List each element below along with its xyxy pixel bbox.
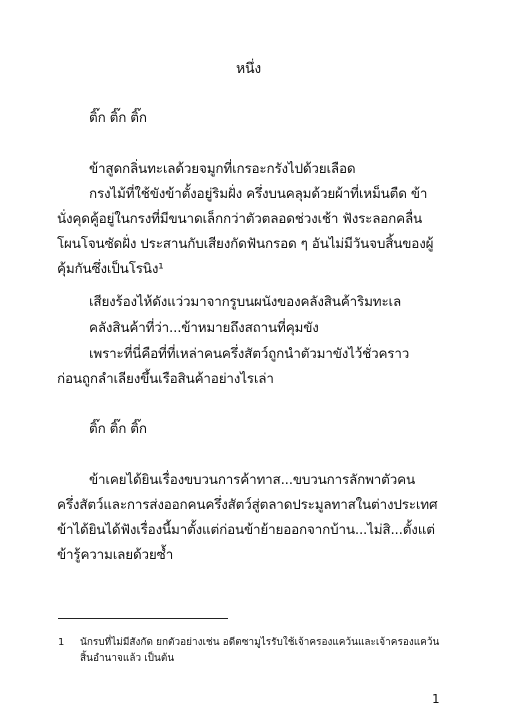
- paragraph-line: เพราะที่นี่คือที่ที่เหล่าคนครึ่งสัตว์ถูกนำตัวมาขังไว้ชั่วคราว: [89, 346, 410, 362]
- paragraph-line: ข้ารู้ความเลยด้วยซ้ำ: [57, 547, 174, 563]
- footnote-separator: [58, 618, 228, 619]
- footnote-line: สิ้นอำนาจแล้ว เป็นต้น: [80, 653, 175, 664]
- paragraph-line: ครึ่งสัตว์และการส่งออกคนครึ่งสัตว์สู่ตลาดประมูลทาสในต่างประเทศ: [57, 497, 438, 513]
- paragraph-line: นั่งคุดคู้อยู่ในกรงที่มีขนาดเล็กกว่าตัวตลอดช่วงเช้า ฟังระลอกคลื่น: [57, 211, 423, 227]
- paragraph-line: ข้าได้ยินได้ฟังเรื่องนี้มาตั้งแต่ก่อนข้าย้ายออกจากบ้าน...ไม่สิ...ตั้งแต่: [57, 522, 435, 538]
- tick-sound-line: ติ๊ก ติ๊ก ติ๊ก: [89, 110, 147, 126]
- paragraph-line: ข้าเคยได้ยินเรื่องขบวนการค้าทาส...ขบวนการลักพาตัวคน: [89, 472, 415, 488]
- paragraph-line: โผนโจนซัดฝั่ง ประสานกับเสียงกัดฟันกรอด ๆ อันไม่มีวันจบสิ้นของผู้: [57, 236, 434, 252]
- paragraph-line: คุ้มกันซึ่งเป็นโรนิง¹: [57, 261, 164, 277]
- footnote-line: นักรบที่ไม่มีสังกัด ยกตัวอย่างเช่น อดีตซามูไรรับใช้เจ้าครองแคว้นและเจ้าครองแคว้น: [80, 637, 440, 648]
- paragraph-line: คลังสินค้าที่ว่า...ข้าหมายถึงสถานที่คุมขัง: [89, 320, 319, 336]
- page-number: 1: [432, 692, 440, 706]
- tick-sound-line: ติ๊ก ติ๊ก ติ๊ก: [89, 421, 147, 437]
- footnote-marker: 1: [58, 637, 65, 648]
- paragraph-line: ก่อนถูกลำเลียงขึ้นเรือสินค้าอย่างไรเล่า: [57, 371, 274, 387]
- paragraph-line: ข้าสูดกลิ่นทะเลด้วยจมูกที่เกรอะกรังไปด้วยเลือด: [89, 161, 356, 177]
- paragraph-line: กรงไม้ที่ใช้ขังข้าตั้งอยู่ริมฝั่ง ครึ่งบนคลุมด้วยผ้าที่เหม็นตืด ข้า: [89, 186, 428, 202]
- chapter-title: หนึ่ง: [236, 61, 262, 77]
- paragraph-line: เสียงร้องไห้ดังแว่วมาจากรูบนผนังของคลังสินค้าริมทะเล: [89, 294, 402, 310]
